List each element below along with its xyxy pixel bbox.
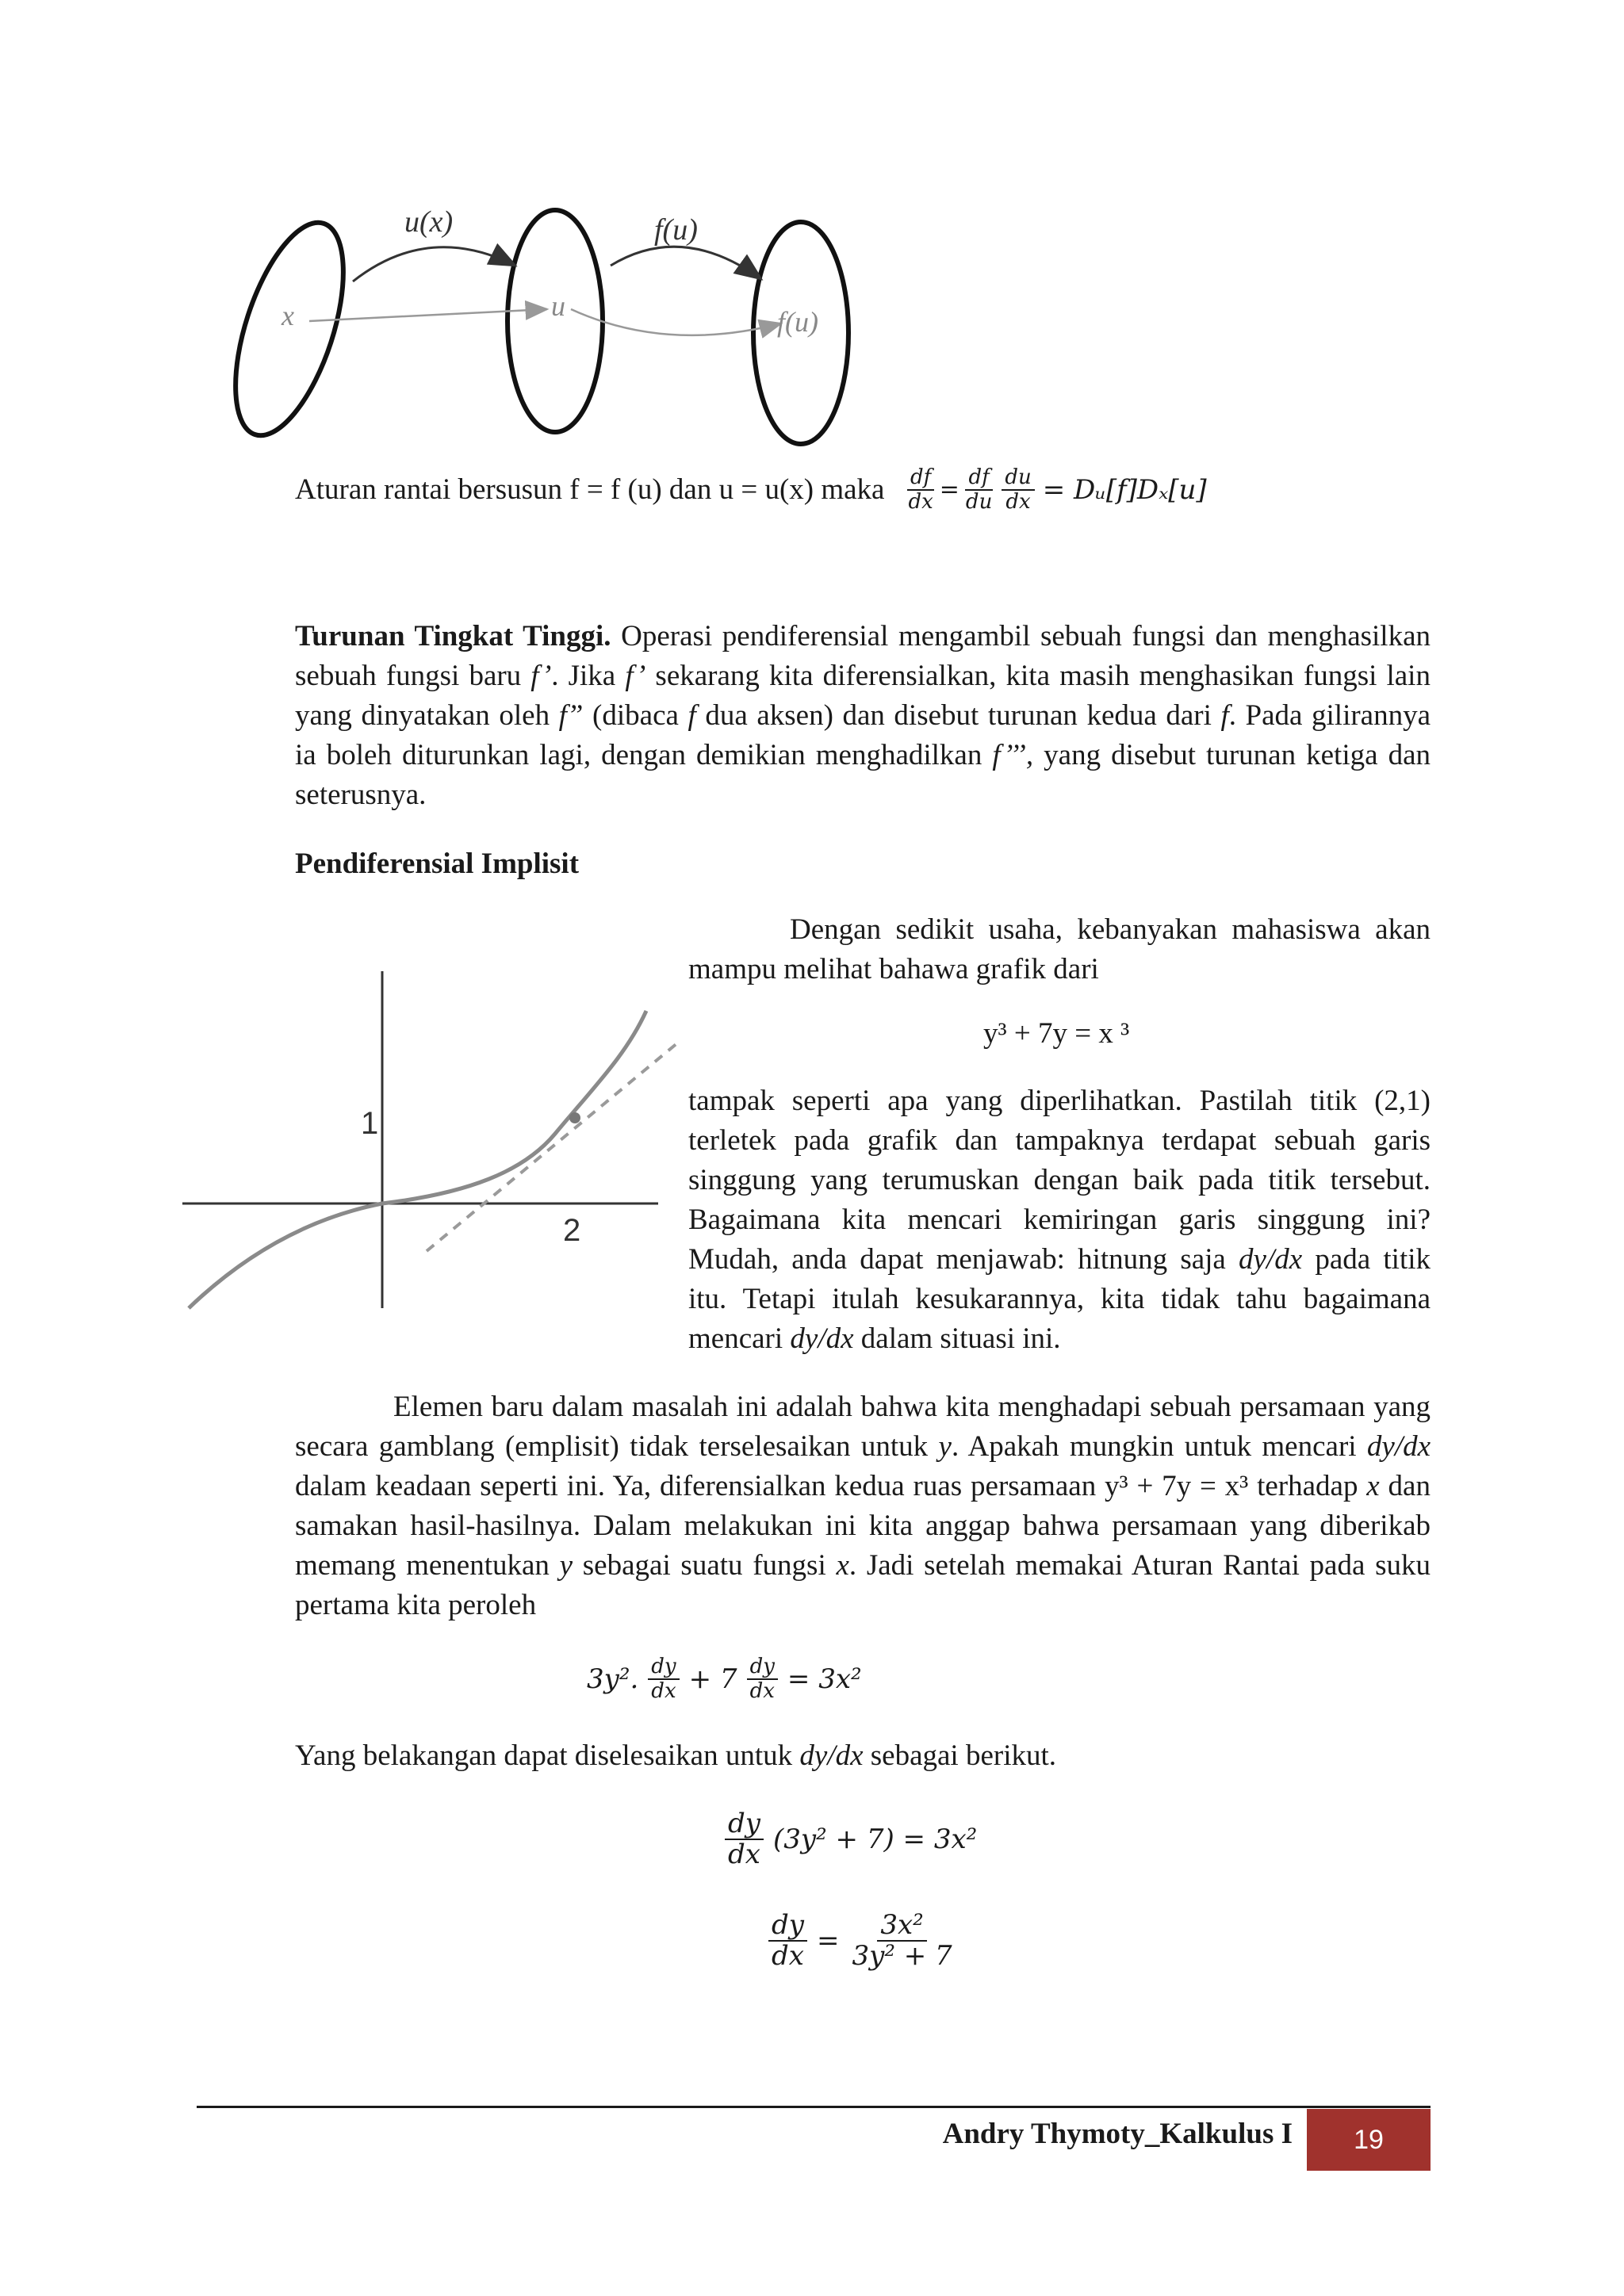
fraction-du-dx: $\frac{du}{dx}$ <box>1002 466 1034 513</box>
footer-rule <box>197 2106 1431 2108</box>
arrow-u-of-x <box>353 247 515 281</box>
arrow-x-to-u <box>309 309 547 321</box>
solve-paragraph: Yang belakangan dapat diselesaikan untuk dy/dx sebagai berikut. <box>295 1739 1057 1772</box>
new-element-paragraph: Elemen baru dalam masalah ini adalah bahwa kita menghadapi sebuah persamaan yang secara gamblang (emplisit) tidak terselesaikan untuk y. Apakah mungkin untuk mencari dy/dx dalam keadaan seperti ini. Ya, diferensialkan kedua ruas persamaan y³ + 7y = x³ terhadap x dan samakan hasil-hasilnya. Dalam melakukan ini kita anggap bahwa persamaan yang diberikab memang menentukan y sebagai suatu fungsi x. Jadi setelah memakai Aturan Rantai pada suku pertama kita peroleh <box>295 1391 1431 1621</box>
section-heading-implicit: Pendiferensial Implisit <box>295 848 580 880</box>
curve-y3-plus-7y-eq-x3 <box>189 1011 646 1308</box>
label-f-of-u-top: f(u) <box>654 213 698 247</box>
label-u: u <box>551 290 565 322</box>
fraction-df-dx: $\frac{df}{dx}$ <box>908 465 933 514</box>
arrow-f-of-u <box>611 247 761 279</box>
graph-label-2: 2 <box>563 1213 581 1248</box>
footer-author: Andry Thymoty_Kalkulus I <box>942 2118 1293 2150</box>
graph-label-1: 1 <box>361 1106 379 1141</box>
equation-factored: $\frac{dy}{dx}$ (3y² + 7) = 3x² <box>722 1809 977 1870</box>
implicit-curve-graph <box>182 967 690 1316</box>
higher-order-paragraph: Turunan Tingkat Tinggi. Operasi pendiferensial mengambil sebuah fungsi dan menghasilkan sebuah fungsi baru f’. Jika f’ sekarang kita diferensialkan, kita masih menghasikan fungsi lain yang dinyatakan oleh f” (dibaca f dua aksen) dan disebut turunan kedua dari f. Pada gilirannya ia boleh diturunkan lagi, dengan demikian menghadilkan f’’’, yang disebut turunan ketiga dan seterusnya. <box>295 620 1431 811</box>
fraction-df-du: $\frac{df}{du}$ <box>965 465 993 514</box>
label-x: x <box>282 300 294 331</box>
chain-rule-operator-form: = Dᵤ[f]Dₓ[u] <box>1042 473 1207 506</box>
chain-rule-line: Aturan rantai bersusun f = f (u) dan u = u(x) maka $\frac{df}{dx}$ = $\frac{df}{du}$ $\frac{du}{dx}$ = Dᵤ[f]Dₓ[u] <box>295 465 1207 514</box>
chain-rule-diagram <box>222 190 872 452</box>
tangent-line <box>427 1043 678 1251</box>
implicit-equation: y³ + 7y = x ³ <box>983 1017 1130 1050</box>
label-u-of-x: u(x) <box>404 205 454 239</box>
implicit-body: tampak seperti apa yang diperlihatkan. Pastilah titik (2,1) terletek pada grafik dan tampaknya terdapat sebuah garis singgung yang terumuskan dengan baik pada titik tersebut. Bagaimana kita mencari kemiringan garis singgung ini? Mudah, anda dapat menjawab: hitnung saja dy/dx pada titik itu. Tetapi itulah kesukarannya, kita tidak tahu bagaimana mencari dy/dx dalam situasi ini. <box>688 1085 1431 1355</box>
tangent-point <box>569 1112 580 1123</box>
higher-order-title: Turunan Tingkat Tinggi. <box>295 620 611 652</box>
chain-rule-text: Aturan rantai bersusun f = f (u) dan u = u(x) maka <box>295 473 885 507</box>
label-f-of-u-right: f(u) <box>777 306 818 338</box>
page-number: 19 <box>1354 2124 1384 2155</box>
equation-solution: $\frac{dy}{dx}$ = $\frac{\text{3x²}}{\text{3y² + 7}}$ <box>765 1911 959 1972</box>
implicit-intro: Dengan sedikit usaha, kebanyakan mahasiswa akan mampu melihat bahawa grafik dari <box>688 913 1431 985</box>
page-number-badge <box>1307 2109 1431 2171</box>
equation-implicit-derivative: 3y². $\frac{dy}{dx}$ + 7 $\frac{dy}{dx}$ = 3x² <box>587 1655 862 1703</box>
